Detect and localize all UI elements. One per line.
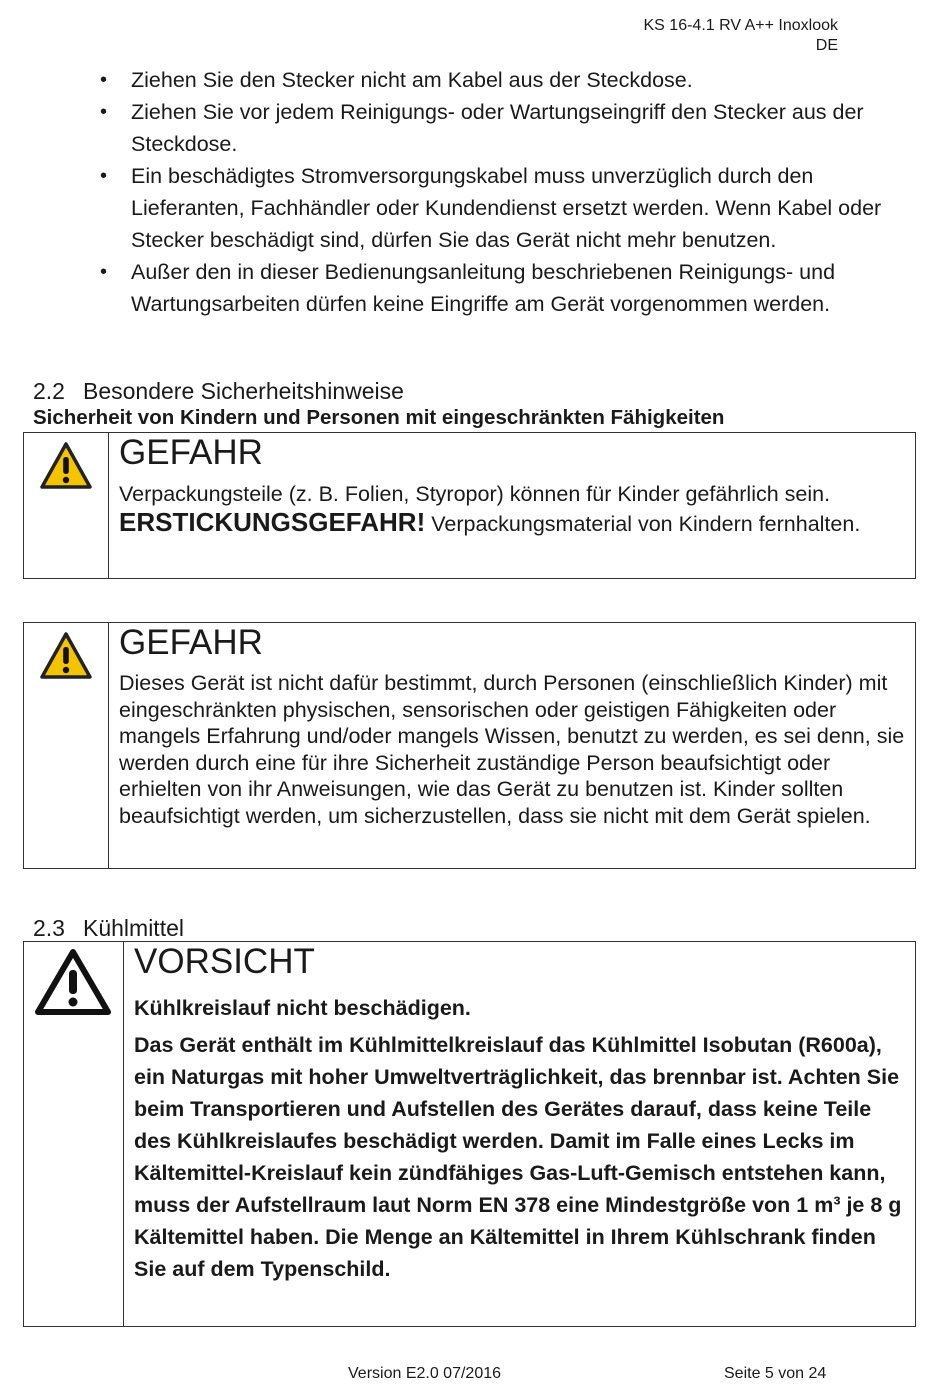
- section-title-text: Kühlmittel: [83, 915, 184, 941]
- caution-text: Das Gerät enthält im Kühlmittelkreislauf das Kühlmittel Isobutan (R600a), ein Naturgas mit hoher Umweltverträglichkeit, das brennbar ist. Achten Sie beim Transportieren und Aufstellen des Gerätes darauf, dass keine Teile des Kühlkreislaufes beschädigt werden. Damit im Falle eines Lecks im Kältemittel-Kreislauf kein zündfähiges Gas-Luft-Gemisch entstehen kann, muss der Aufstellraum laut Norm EN 378 eine Mindestgröße von 1 m³ je 8 g Kältemittel haben. Die Menge an Kältemittel in Ihrem Kühlschrank finden Sie auf dem Typenschild.: [134, 1033, 902, 1281]
- page-header: [644, 16, 839, 56]
- danger-box-packaging: [23, 432, 916, 579]
- caution-box-refrigerant: [23, 941, 916, 1327]
- header-language: DE: [815, 37, 838, 54]
- list-item: • Ziehen Sie den Stecker nicht am Kabel aus der Steckdose.: [98, 64, 898, 96]
- danger-icon-cell: [24, 623, 109, 868]
- header-model: KS 16-4.1 RV A++ Inoxlook: [643, 17, 838, 34]
- danger-content: [109, 433, 915, 578]
- footer-version: Version E2.0 07/2016: [348, 1365, 502, 1382]
- list-item: • Außer den in dieser Bedienungsanleitung beschriebenen Reinigungs- und Wartungsarbeiten dürfen keine Eingriffe am Gerät vorgenommen werden.: [98, 256, 898, 320]
- caution-heading: VORSICHT: [134, 942, 315, 981]
- caution-lead: Kühlkreislauf nicht beschädigen.: [134, 996, 471, 1020]
- caution-icon-cell: [24, 942, 124, 1326]
- danger-heading: GEFAHR: [119, 623, 263, 662]
- danger-content: [109, 623, 915, 868]
- danger-text: [119, 481, 915, 537]
- list-item: • Ziehen Sie vor jedem Reinigungs- oder Wartungseingriff den Stecker aus der Steckdose.: [98, 96, 898, 160]
- caution-content: [124, 942, 915, 1326]
- danger-text-line: Verpackungsteile (z. B. Folien, Styropor) können für Kinder gefährlich sein.: [119, 482, 831, 506]
- warning-triangle-icon: [39, 441, 93, 491]
- section-2-3-title: [33, 914, 184, 942]
- section-2-2-subheading: Sicherheit von Kindern und Personen mit eingeschränkten Fähigkeiten: [33, 406, 725, 429]
- list-item: • Ein beschädigtes Stromversorgungskabel muss unverzüglich durch den Lieferanten, Fachhändler oder Kundendienst ersetzt werden. Wenn Kabel oder Stecker beschädigt sind, dürfen Sie das Gerät nicht mehr benutzen.: [98, 160, 898, 256]
- section-title-text: Besondere Sicherheitshinweise: [83, 378, 404, 404]
- danger-icon-cell: [24, 433, 109, 578]
- footer-page-number: Seite 5 von 24: [724, 1365, 827, 1382]
- danger-box-restricted-persons: [23, 622, 916, 869]
- section-number: 2.2: [33, 378, 65, 404]
- section-2-2-title: [33, 377, 404, 405]
- danger-text-continuation: Verpackungsmaterial von Kindern fernhalten.: [425, 511, 861, 536]
- danger-alert: ERSTICKUNGSGEFAHR!: [119, 506, 426, 537]
- section-number: 2.3: [33, 915, 65, 941]
- warning-triangle-outline-icon: [34, 948, 112, 1016]
- danger-heading: GEFAHR: [119, 433, 263, 472]
- warning-triangle-icon: [39, 631, 93, 681]
- safety-bullet-list: [98, 64, 898, 320]
- danger-text: Dieses Gerät ist nicht dafür bestimmt, durch Personen (einschließlich Kinder) mit eingeschränkten physischen, sensorischen oder geistigen Fähigkeiten oder mangels Erfahrung und/oder mangels Wissen, benutzt zu werden, es sei denn, sie werden durch eine für ihre Sicherheit zuständige Person beaufsichtigt oder erhielten von ihr Anweisungen, wie das Gerät zu benutzen ist. Kinder sollten beaufsichtigt werden, um sicherzustellen, dass sie nicht mit dem Gerät spielen.: [119, 671, 905, 828]
